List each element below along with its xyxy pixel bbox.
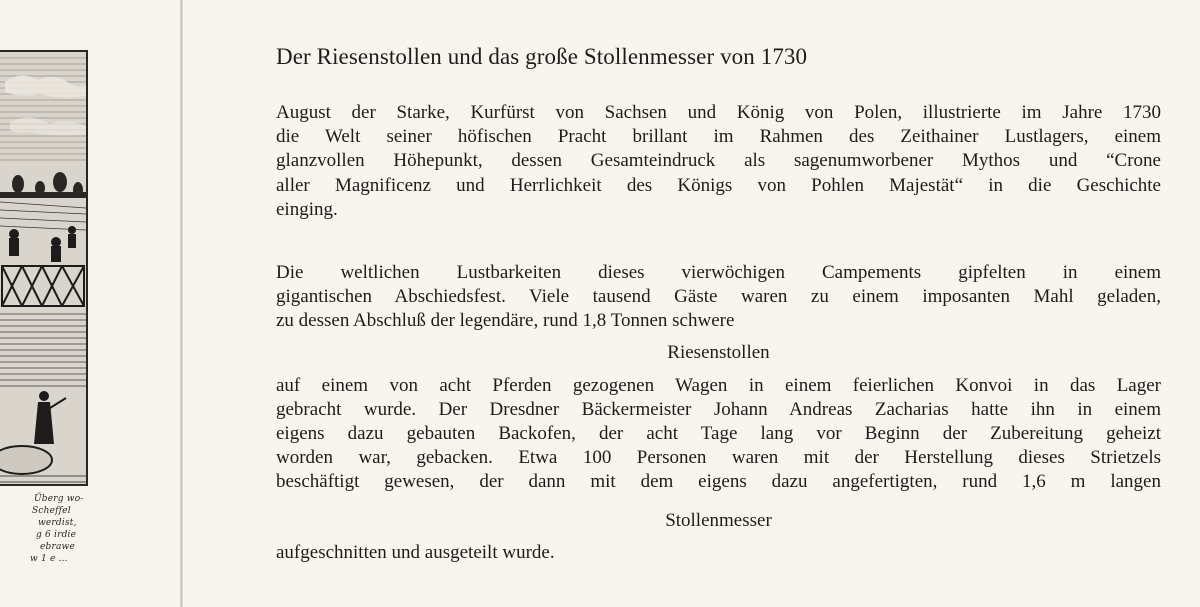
paragraph-1-line: August der Starke, Kurfürst von Sachsen und König von Polen, illustrierte im Jahre 1730 bbox=[276, 102, 1161, 123]
centered-word-riesenstollen: Riesenstollen bbox=[667, 342, 770, 363]
paragraph-1-line: einging. bbox=[276, 199, 338, 220]
caption-line: Scheffel bbox=[32, 506, 71, 516]
caption-line: w 1 e ... bbox=[30, 554, 68, 564]
paragraph-3-line: gebracht wurde. Der Dresdner Bäckermeister Johann Andreas Zacharias hatte ihn in einem bbox=[276, 399, 1161, 420]
caption-line: ebrawe bbox=[40, 542, 75, 552]
right-page bbox=[183, 0, 1200, 607]
paragraph-3-line: auf einem von acht Pferden gezogenen Wagen in einem feierlichen Konvoi in das Lager bbox=[276, 375, 1161, 396]
paragraph-1-line: aller Magnificenz und Herrlichkeit des Königs von Pohlen Majestät“ in die Geschichte bbox=[276, 175, 1161, 196]
engraving-caption bbox=[4, 494, 94, 584]
paragraph-3-line: worden war, gebacken. Etwa 100 Personen waren mit der Herstellung dieses Strietzels bbox=[276, 447, 1161, 468]
centered-word-stollenmesser: Stollenmesser bbox=[665, 510, 772, 531]
engraving-illustration bbox=[0, 50, 88, 486]
caption-line: werdist, bbox=[38, 518, 77, 528]
paragraph-4-line: aufgeschnitten und ausgeteilt wurde. bbox=[276, 542, 555, 563]
paragraph-1-line: glanzvollen Höhepunkt, dessen Gesamteindruck als sagenumworbener Mythos und “Crone bbox=[276, 150, 1161, 171]
caption-line: g 6 irdie bbox=[36, 530, 77, 540]
article-title: Der Riesenstollen und das große Stollenmesser von 1730 bbox=[276, 44, 808, 69]
paragraph-2-line: Die weltlichen Lustbarkeiten dieses vierwöchigen Campements gipfelten in einem bbox=[276, 262, 1161, 283]
paragraph-3-line: beschäftigt gewesen, der dann mit dem eigens dazu angefertigten, rund 1,6 m langen bbox=[276, 471, 1161, 492]
paragraph-2-line: zu dessen Abschluß der legendäre, rund 1,8 Tonnen schwere bbox=[276, 310, 735, 331]
left-page bbox=[0, 0, 180, 607]
paragraph-2-line: gigantischen Abschiedsfest. Viele tausend Gäste waren zu einem imposanten Mahl geladen, bbox=[276, 286, 1161, 307]
engraving-drawing bbox=[0, 52, 86, 484]
paragraph-1-line: die Welt seiner höfischen Pracht brillant im Rahmen des Zeithainer Lustlagers, einem bbox=[276, 126, 1161, 147]
caption-line: Überg wo- bbox=[34, 494, 84, 504]
paragraph-3-line: eigens dazu gebauten Backofen, der acht Tage lang vor Beginn der Zubereitung geheizt bbox=[276, 423, 1161, 444]
